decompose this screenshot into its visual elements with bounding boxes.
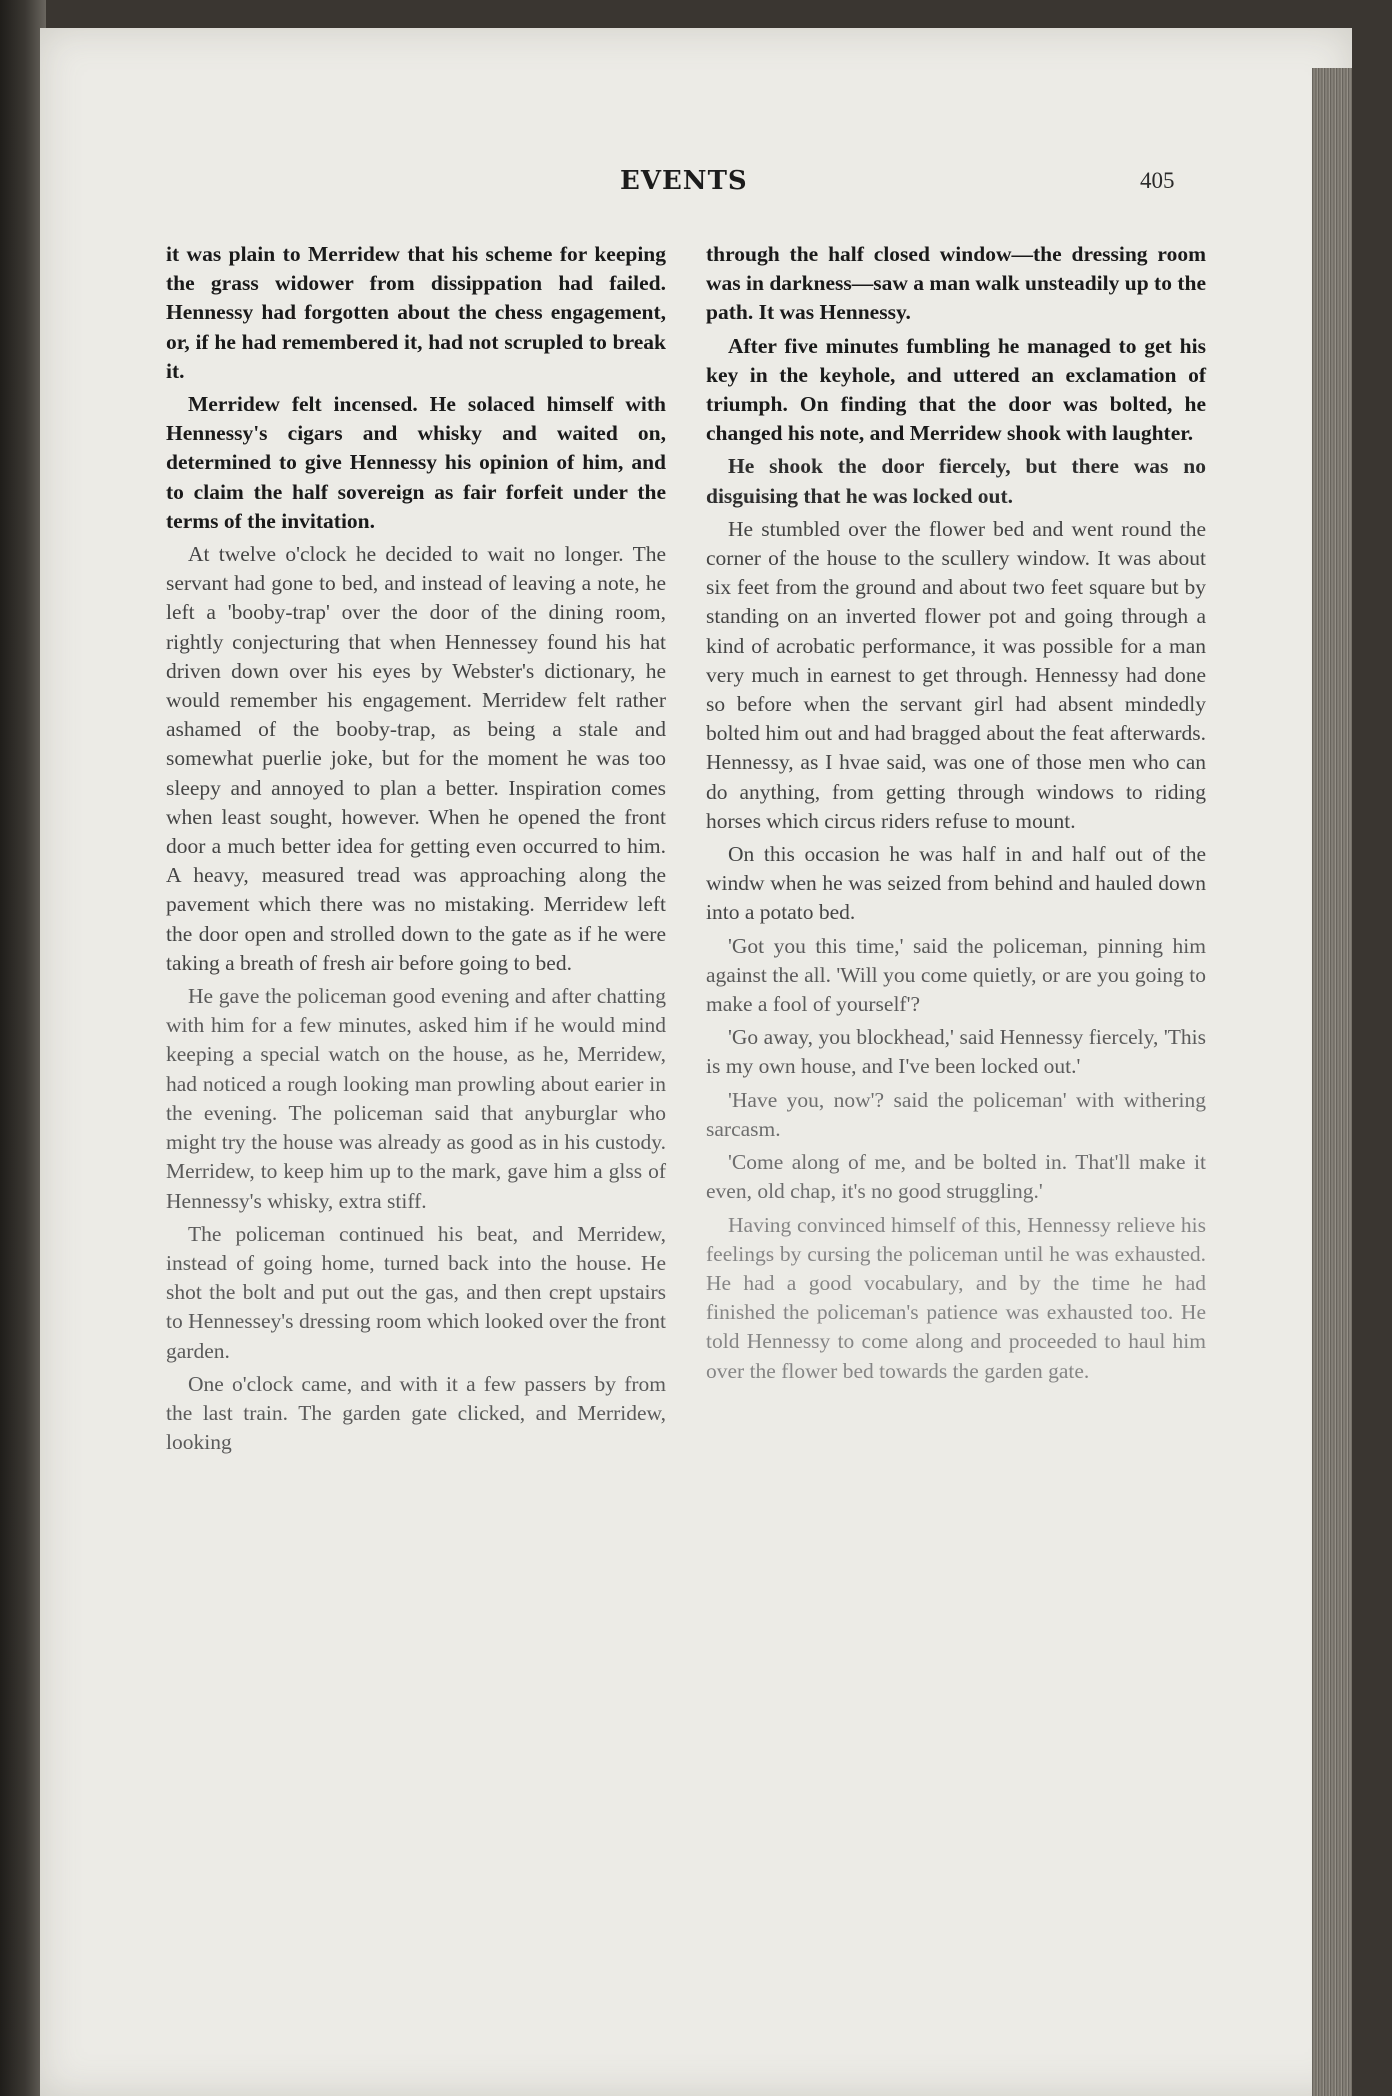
left-text-column [166, 240, 666, 1461]
paragraph: it was plain to Merridew that his scheme for keeping the grass widower from dissippation had failed. Hennessy had forgotten about the chess engagement, or, if he had remembered it, had not scrupled to break it. [166, 242, 666, 383]
paragraph: 'Go away, you blockhead,' said Hennessy fiercely, 'This is my own house, and I've been locked out.' [706, 1025, 1206, 1079]
paragraph: On this occasion he was half in and half out of the windw when he was seized from behind and hauled down into a potato bed. [706, 842, 1206, 925]
paragraph: Merridew felt incensed. He solaced himself with Hennessy's cigars and whisky and waited on, determined to give Hennessy his opinion of him, and to claim the half sovereign as fair forfeit under the terms of the invitation. [166, 392, 666, 533]
paragraph: 'Come along of me, and be bolted in. That'll make it even, old chap, it's no good struggling.' [706, 1150, 1206, 1204]
paragraph: He stumbled over the flower bed and went round the corner of the house to the scullery window. It was about six feet from the ground and about two feet square but by standing on an inverted flower pot and going through a kind of acrobatic performance, it was possible for a man very much in earnest to get through. Hennessy had done so before when the servant girl had absent mindedly bolted him out and had bragged about the feat afterwards. Hennessy, as I hvae said, was one of those men who can do anything, from getting through windows to riding horses which circus riders refuse to mount. [706, 516, 1206, 833]
right-text-column [706, 240, 1206, 1390]
running-title: EVENTS [620, 166, 748, 196]
page-header [40, 166, 1352, 206]
paragraph: 'Have you, now'? said the policeman' with withering sarcasm. [706, 1087, 1206, 1141]
paragraph: He shook the door fiercely, but there was no disguising that he was locked out. [706, 454, 1206, 508]
paragraph: He gave the policeman good evening and after chatting with him for a few minutes, asked him if he would mind keeping a special watch on the house, as he, Merridew, had noticed a rough looking man prowling about earier in the evening. The policeman said that anyburglar who might try the house was already as good as in his custody. Merridew, to keep him up to the mark, gave him a glss of Hennessy's whisky, extra stiff. [166, 984, 666, 1213]
page-stack-edge [1312, 68, 1352, 2096]
page-number: 405 [1140, 168, 1175, 193]
paragraph: The policeman continued his beat, and Merridew, instead of going home, turned back into the house. He shot the bolt and put out the gas, and then crept upstairs to Hennessey's dressing room which looked over the front garden. [166, 1221, 666, 1363]
paragraph: After five minutes fumbling he managed to get his key in the keyhole, and uttered an exclamation of triumph. On finding that the door was bolted, he changed his note, and Merridew shook with laughter. [706, 333, 1206, 446]
paragraph: through the half closed window—the dressing room was in darkness—saw a man walk unsteadily up to the path. It was Hennessy. [706, 242, 1206, 325]
paragraph: Having convinced himself of this, Hennessy relieve his feelings by cursing the policeman until he was exhausted. He had a good vocabulary, and by the time he had finished the policeman's patience was exhausted too. He told Hennessy to come along and proceeded to haul him over the flower bed towards the garden gate. [706, 1212, 1206, 1383]
paragraph: One o'clock came, and with it a few passers by from the last train. The garden gate clicked, and Merridew, looking [166, 1371, 666, 1455]
paragraph: At twelve o'clock he decided to wait no longer. The servant had gone to bed, and instead of leaving a note, he left a 'booby-trap' over the door of the dining room, rightly conjecturing that when Hennessey found his hat driven down over his eyes by Webster's dictionary, he would remember his engagement. Merridew felt rather ashamed of the booby-trap, as being a stale and somewhat puerlie joke, but for the moment he was too sleepy and annoyed to plan a better. Inspiration comes when least sought, however. When he opened the front door a much better idea for getting even occurred to him. A heavy, measured tread was approaching along the pavement which there was no mistaking. Merridew left the door open and strolled down to the gate as if he were taking a breath of fresh air before going to bed. [166, 542, 666, 975]
paragraph: 'Got you this time,' said the policeman, pinning him against the all. 'Will you come quietly, or are you going to make a fool of yourself'? [706, 933, 1206, 1017]
book-page [40, 28, 1352, 2096]
